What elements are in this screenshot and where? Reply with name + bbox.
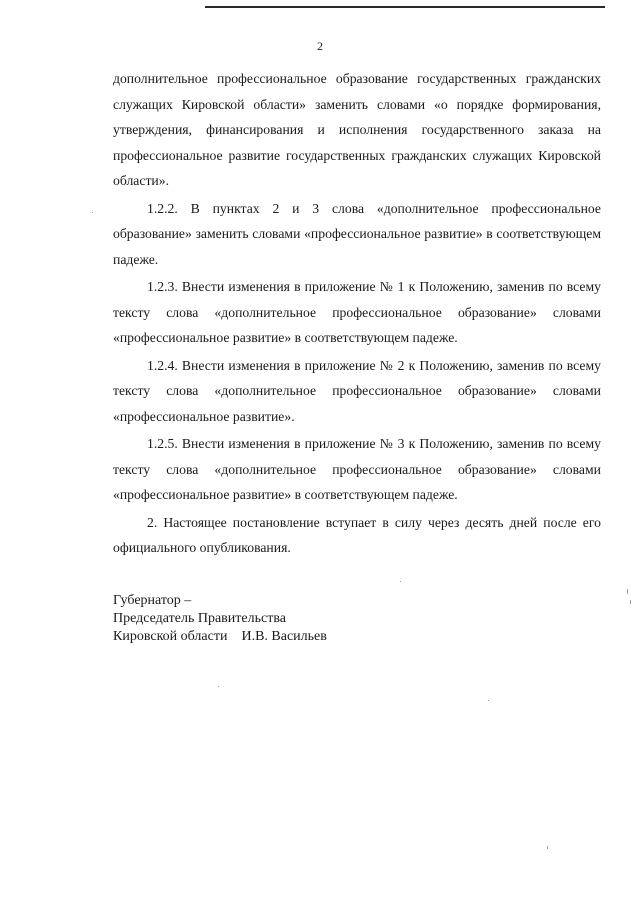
header-rule: [205, 6, 605, 8]
scan-speck: [547, 846, 548, 849]
scan-speck: [627, 589, 628, 594]
signature-block: [113, 592, 327, 646]
paragraph-2: 2. Настоящее постановление вступает в силу через десять дней после его официального опубликования.: [113, 514, 601, 555]
paragraph-continuation: дополнительное профессиональное образование государственных гражданских служащих Кировской области» заменить словами «о порядке формирования, утверждения, финансирования и исполнения государственного заказа на профессиональное развитие государственных гражданских служащих Кировской области».: [113, 71, 601, 188]
scan-speck: [92, 212, 93, 213]
page-number: 2: [317, 39, 323, 53]
paragraph-1-2-5: 1.2.5. Внести изменения в приложение № 3 к Положению, заменив по всему тексту слова «дополнительное профессиональное образование» словами «профессиональное развитие» в соответствующем падеже.: [113, 436, 601, 502]
scan-speck: [488, 700, 489, 701]
document-body: [113, 66, 601, 561]
scan-speck: [630, 600, 631, 604]
scan-speck: [400, 581, 401, 582]
signature-position: Председатель Правительства: [113, 611, 286, 626]
scan-speck: [218, 686, 219, 687]
signature-title: Губернатор –: [113, 593, 192, 608]
signature-name: Кировской области И.В. Васильев: [113, 629, 327, 644]
paragraph-1-2-3: 1.2.3. Внести изменения в приложение № 1 к Положению, заменив по всему тексту слова «дополнительное профессиональное образование» словами «профессиональное развитие» в соответствующем падеже.: [113, 279, 601, 345]
paragraph-1-2-4: 1.2.4. Внести изменения в приложение № 2 к Положению, заменив по всему тексту слова «дополнительное профессиональное образование» словами «профессиональное развитие».: [113, 357, 601, 424]
paragraph-1-2-2: 1.2.2. В пунктах 2 и 3 слова «дополнительное профессиональное образование» заменить словами «профессиональное развитие» в соответствующем падеже.: [113, 200, 601, 267]
